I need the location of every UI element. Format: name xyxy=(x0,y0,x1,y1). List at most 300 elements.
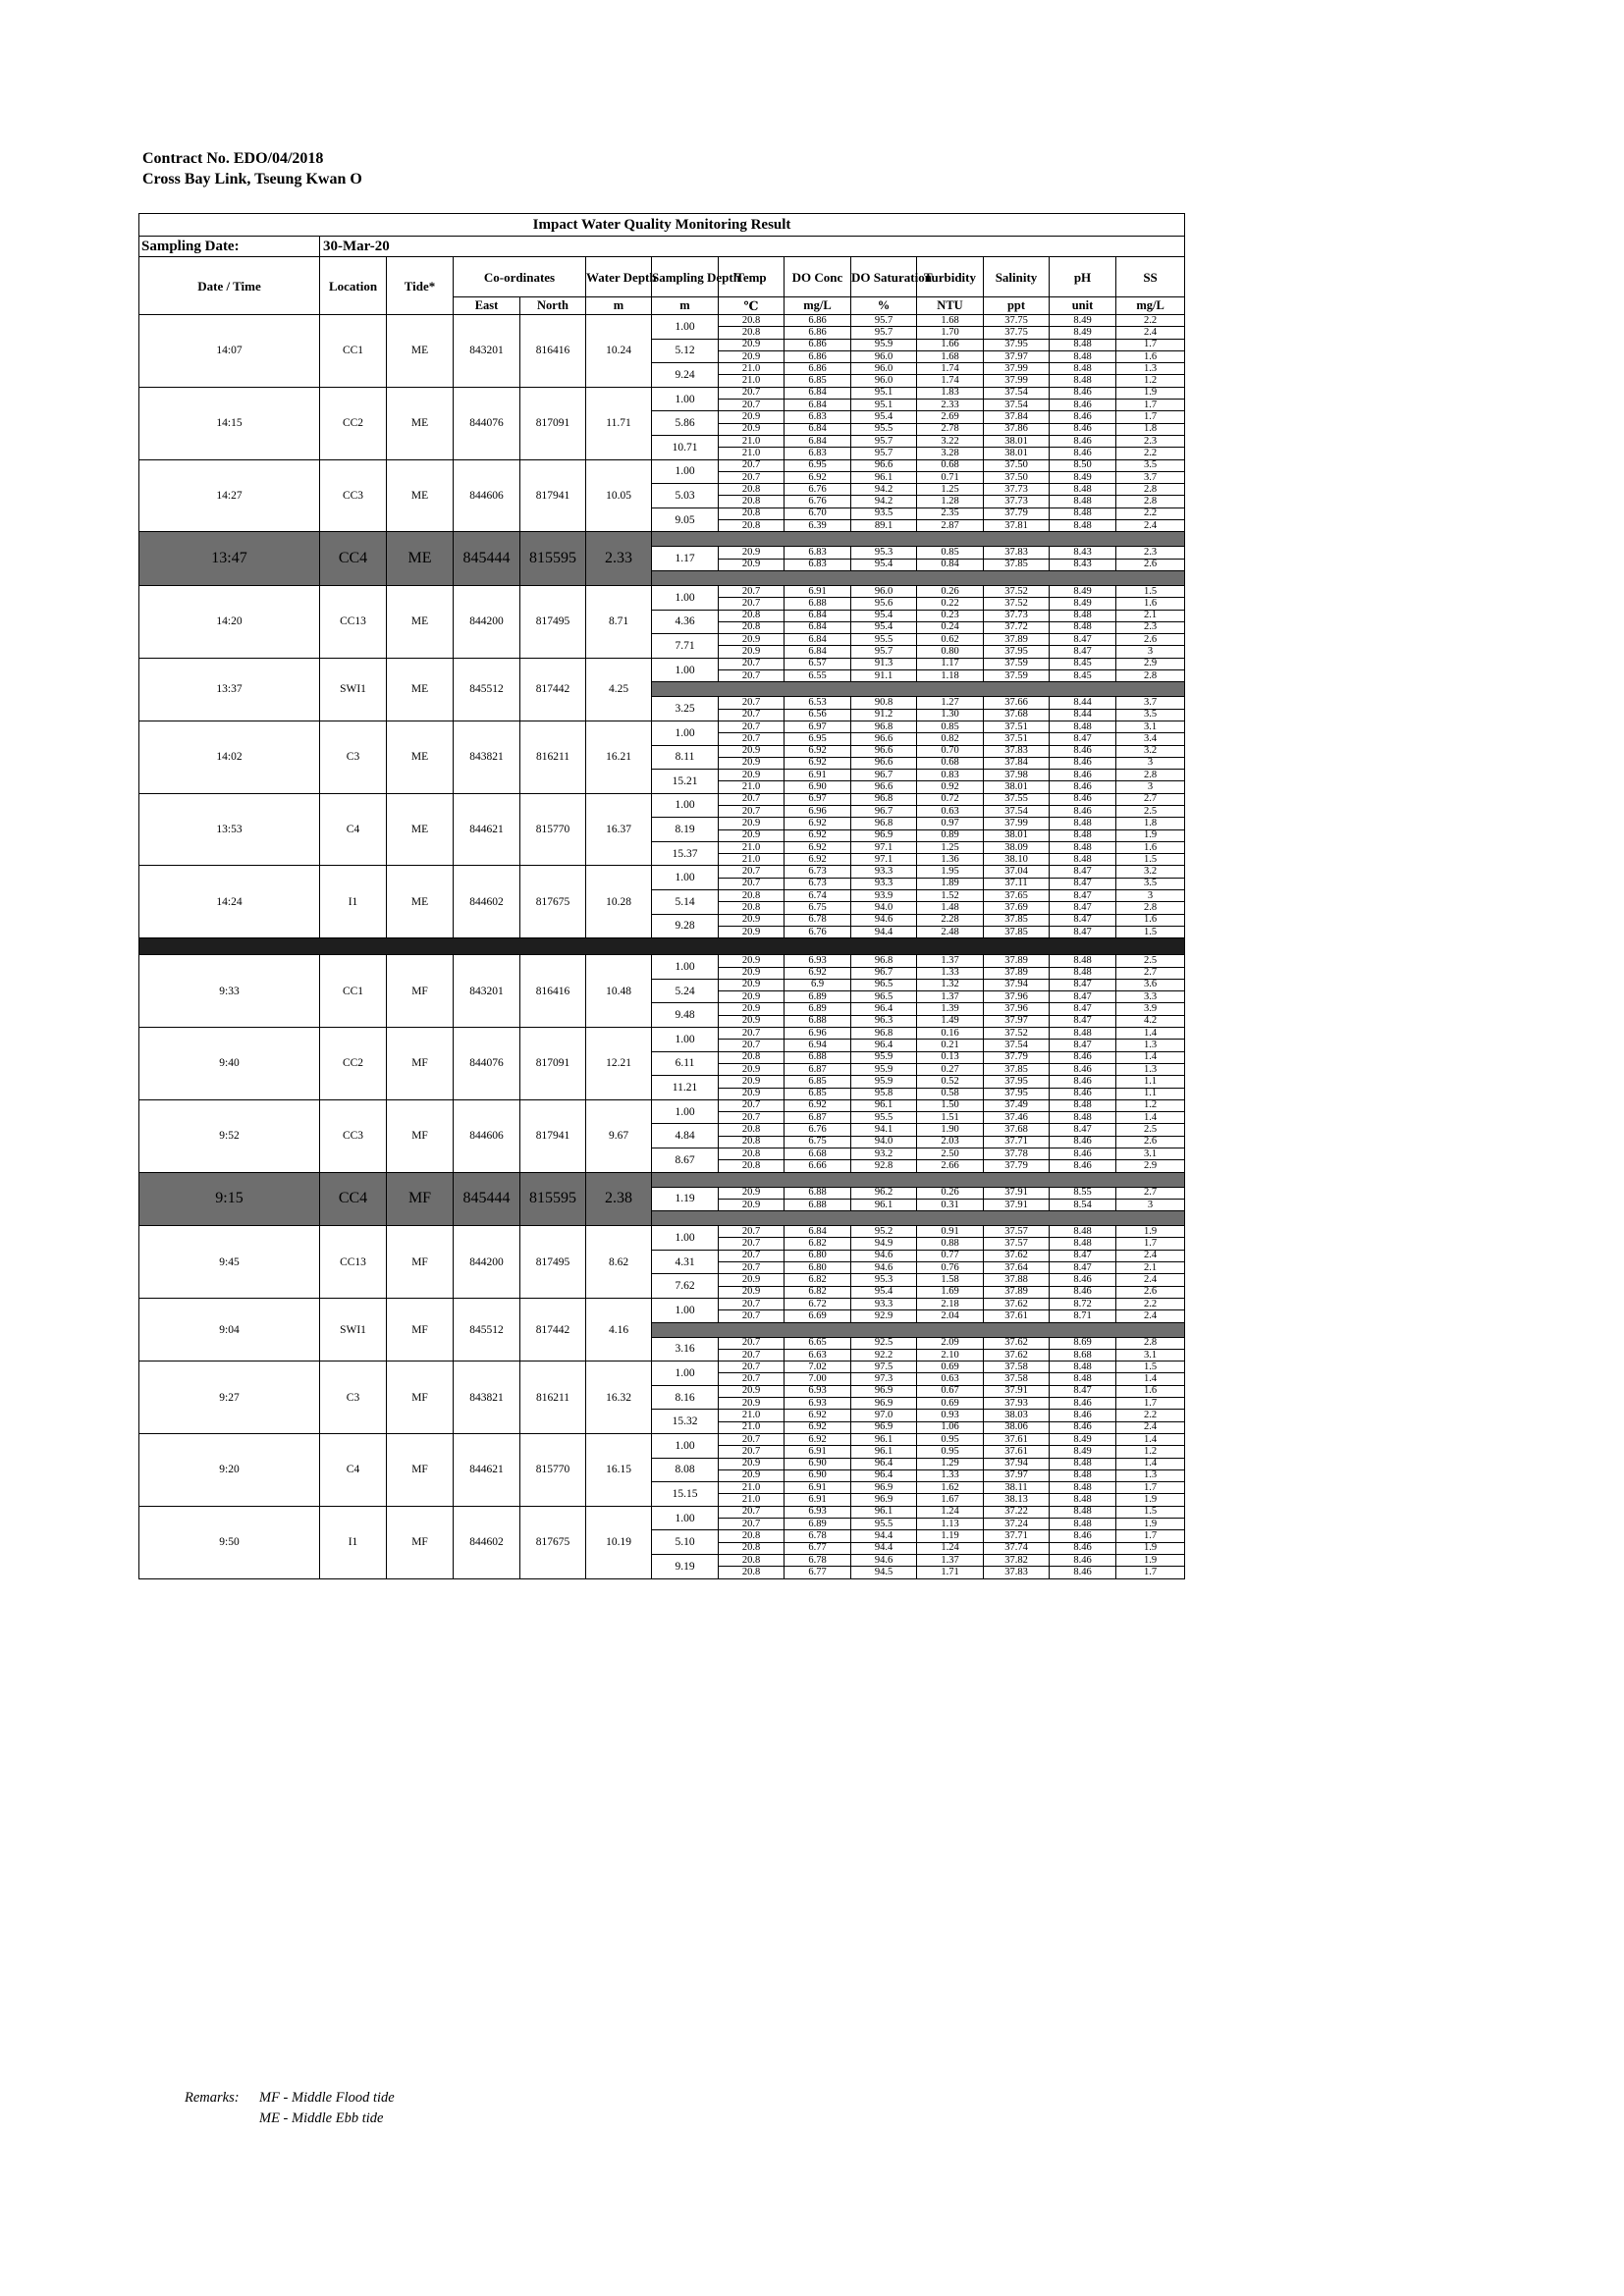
turbidity-cell: 0.76 xyxy=(917,1262,984,1274)
location-cell: SWI1 xyxy=(320,658,387,721)
ph-cell: 8.47 xyxy=(1050,866,1116,878)
location-cell: CC13 xyxy=(320,585,387,658)
temp-cell: 20.8 xyxy=(719,902,785,914)
temp-cell: 20.8 xyxy=(719,890,785,902)
datetime-cell: 14:24 xyxy=(139,866,320,938)
turbidity-cell: 2.28 xyxy=(917,914,984,926)
do-conc-cell: 6.84 xyxy=(785,1226,851,1238)
salinity-cell: 37.85 xyxy=(984,926,1050,937)
temp-cell: 20.9 xyxy=(719,1088,785,1099)
turbidity-cell: 1.68 xyxy=(917,315,984,327)
ph-cell: 8.48 xyxy=(1050,350,1116,362)
turbidity-cell: 2.50 xyxy=(917,1148,984,1160)
temp-cell: 21.0 xyxy=(719,1482,785,1494)
sampling-depth-cell: 15.21 xyxy=(652,770,719,794)
table-row xyxy=(139,721,1185,732)
north-cell: 817495 xyxy=(520,585,586,658)
east-cell: 844076 xyxy=(454,1028,520,1100)
do-conc-cell: 6.96 xyxy=(785,1028,851,1040)
do-conc-cell: 6.70 xyxy=(785,507,851,519)
do-conc-cell: 6.83 xyxy=(785,559,851,570)
temp-cell: 20.7 xyxy=(719,805,785,817)
temp-cell: 20.7 xyxy=(719,1433,785,1445)
do-saturation-cell: 94.9 xyxy=(851,1238,917,1250)
temp-cell: 20.9 xyxy=(719,1003,785,1015)
temp-cell: 20.8 xyxy=(719,1542,785,1554)
ph-cell: 8.54 xyxy=(1050,1199,1116,1210)
do-saturation-cell: 96.1 xyxy=(851,1099,917,1111)
temp-cell: 20.7 xyxy=(719,1238,785,1250)
turbidity-cell: 0.13 xyxy=(917,1051,984,1063)
turbidity-cell: 2.87 xyxy=(917,520,984,532)
do-saturation-cell: 95.8 xyxy=(851,1088,917,1099)
salinity-cell: 37.81 xyxy=(984,520,1050,532)
temp-cell: 20.8 xyxy=(719,1136,785,1148)
do-saturation-cell: 95.5 xyxy=(851,1519,917,1530)
datetime-cell: 9:45 xyxy=(139,1226,320,1299)
ph-cell: 8.69 xyxy=(1050,1337,1116,1349)
water-depth-cell: 11.71 xyxy=(586,387,652,459)
turbidity-cell: 1.24 xyxy=(917,1542,984,1554)
sampling-depth-cell: 5.86 xyxy=(652,411,719,436)
do-saturation-cell: 93.2 xyxy=(851,1148,917,1160)
ph-cell: 8.47 xyxy=(1050,634,1116,646)
temp-cell: 20.7 xyxy=(719,1099,785,1111)
salinity-cell: 38.06 xyxy=(984,1421,1050,1433)
temp-cell: 20.7 xyxy=(719,658,785,669)
col-header-temp: Temp xyxy=(719,257,785,297)
ph-cell: 8.46 xyxy=(1050,400,1116,411)
east-cell: 845444 xyxy=(454,532,520,586)
temp-cell: 20.7 xyxy=(719,709,785,721)
east-cell: 844602 xyxy=(454,866,520,938)
turbidity-cell: 0.88 xyxy=(917,1238,984,1250)
ss-cell: 2.4 xyxy=(1116,1310,1185,1322)
ss-cell: 2.2 xyxy=(1116,1298,1185,1309)
do-conc-cell: 6.73 xyxy=(785,878,851,889)
temp-cell: 20.9 xyxy=(719,350,785,362)
do-conc-cell: 6.65 xyxy=(785,1337,851,1349)
do-conc-cell: 6.96 xyxy=(785,805,851,817)
salinity-cell: 37.50 xyxy=(984,471,1050,483)
do-saturation-cell: 96.1 xyxy=(851,1506,917,1518)
do-saturation-cell: 96.1 xyxy=(851,471,917,483)
turbidity-cell: 3.28 xyxy=(917,448,984,459)
temp-cell: 20.9 xyxy=(719,1076,785,1088)
ss-cell: 1.1 xyxy=(1116,1088,1185,1099)
sampling-date-value: 30-Mar-20 xyxy=(320,237,520,257)
temp-cell: 20.8 xyxy=(719,1148,785,1160)
sampling-depth-cell: 7.71 xyxy=(652,634,719,659)
salinity-cell: 37.24 xyxy=(984,1519,1050,1530)
ph-cell: 8.48 xyxy=(1050,520,1116,532)
ss-cell: 3 xyxy=(1116,890,1185,902)
temp-cell: 20.7 xyxy=(719,1349,785,1361)
sampling-depth-cell: 1.00 xyxy=(652,1226,719,1251)
ph-cell: 8.48 xyxy=(1050,1373,1116,1385)
tide-cell: MF xyxy=(387,1099,454,1172)
north-cell: 817091 xyxy=(520,387,586,459)
salinity-cell: 37.75 xyxy=(984,327,1050,339)
ss-cell: 3 xyxy=(1116,781,1185,793)
ph-cell: 8.48 xyxy=(1050,496,1116,507)
turbidity-cell: 1.33 xyxy=(917,967,984,979)
turbidity-cell: 0.85 xyxy=(917,721,984,732)
do-conc-cell: 6.86 xyxy=(785,327,851,339)
turbidity-cell: 1.19 xyxy=(917,1530,984,1542)
ss-cell: 1.4 xyxy=(1116,1458,1185,1469)
water-depth-cell: 16.37 xyxy=(586,793,652,866)
do-saturation-cell: 94.5 xyxy=(851,1567,917,1578)
ss-cell: 3.2 xyxy=(1116,745,1185,757)
ss-cell: 2.8 xyxy=(1116,902,1185,914)
tide-cell: MF xyxy=(387,1433,454,1506)
do-saturation-cell: 91.2 xyxy=(851,709,917,721)
location-cell: CC13 xyxy=(320,1226,387,1299)
salinity-cell: 37.51 xyxy=(984,733,1050,745)
water-depth-cell: 8.62 xyxy=(586,1226,652,1299)
temp-cell: 20.7 xyxy=(719,387,785,399)
do-saturation-cell: 96.9 xyxy=(851,1482,917,1494)
table-row xyxy=(139,793,1185,805)
tide-cell: ME xyxy=(387,387,454,459)
sampling-depth-cell: 1.00 xyxy=(652,955,719,980)
do-conc-cell: 6.9 xyxy=(785,979,851,990)
do-conc-cell: 6.72 xyxy=(785,1298,851,1309)
sampling-depth-cell: 1.00 xyxy=(652,585,719,610)
tide-cell: ME xyxy=(387,721,454,793)
salinity-cell: 37.46 xyxy=(984,1112,1050,1124)
water-depth-cell: 10.19 xyxy=(586,1506,652,1578)
salinity-cell: 37.64 xyxy=(984,1262,1050,1274)
ss-cell: 2.8 xyxy=(1116,496,1185,507)
do-saturation-cell: 92.5 xyxy=(851,1337,917,1349)
do-saturation-cell: 95.7 xyxy=(851,435,917,447)
ph-cell: 8.48 xyxy=(1050,1362,1116,1373)
turbidity-cell: 1.32 xyxy=(917,979,984,990)
turbidity-cell: 1.71 xyxy=(917,1567,984,1578)
do-saturation-cell: 94.6 xyxy=(851,1262,917,1274)
turbidity-cell: 0.63 xyxy=(917,805,984,817)
sampling-depth-cell: 8.16 xyxy=(652,1385,719,1410)
do-saturation-cell: 96.6 xyxy=(851,745,917,757)
tide-cell: ME xyxy=(387,793,454,866)
north-cell: 817675 xyxy=(520,1506,586,1578)
do-conc-cell: 6.94 xyxy=(785,1040,851,1051)
location-cell: CC2 xyxy=(320,387,387,459)
temp-cell: 20.8 xyxy=(719,1567,785,1578)
do-conc-cell: 6.83 xyxy=(785,547,851,559)
turbidity-cell: 0.77 xyxy=(917,1250,984,1261)
salinity-cell: 37.96 xyxy=(984,991,1050,1003)
datetime-cell: 13:47 xyxy=(139,532,320,586)
temp-cell: 21.0 xyxy=(719,1410,785,1421)
remark-mf: MF - Middle Flood tide xyxy=(259,2090,395,2106)
do-saturation-cell: 96.7 xyxy=(851,770,917,781)
turbidity-cell: 2.10 xyxy=(917,1349,984,1361)
turbidity-cell: 0.97 xyxy=(917,818,984,829)
sampling-depth-cell: 15.15 xyxy=(652,1482,719,1507)
turbidity-cell: 1.52 xyxy=(917,890,984,902)
no-sample-bar xyxy=(652,1211,1185,1226)
table-title: Impact Water Quality Monitoring Result xyxy=(139,214,1185,237)
do-conc-cell: 6.91 xyxy=(785,770,851,781)
ph-cell: 8.48 xyxy=(1050,1482,1116,1494)
unit-water-depth: m xyxy=(586,297,652,315)
do-conc-cell: 6.95 xyxy=(785,459,851,471)
ss-cell: 1.7 xyxy=(1116,339,1185,350)
datetime-cell: 14:02 xyxy=(139,721,320,793)
ph-cell: 8.47 xyxy=(1050,878,1116,889)
ss-cell: 2.7 xyxy=(1116,793,1185,805)
do-conc-cell: 6.75 xyxy=(785,902,851,914)
salinity-cell: 37.55 xyxy=(984,793,1050,805)
sampling-depth-cell: 8.19 xyxy=(652,818,719,842)
ph-cell: 8.48 xyxy=(1050,1494,1116,1506)
do-conc-cell: 6.93 xyxy=(785,1506,851,1518)
do-saturation-cell: 96.8 xyxy=(851,1028,917,1040)
salinity-cell: 37.78 xyxy=(984,1148,1050,1160)
north-cell: 817442 xyxy=(520,1298,586,1361)
location-cell: CC4 xyxy=(320,1172,387,1226)
do-saturation-cell: 94.6 xyxy=(851,1554,917,1566)
east-cell: 843821 xyxy=(454,1362,520,1434)
sampling-depth-cell: 6.11 xyxy=(652,1051,719,1076)
sampling-depth-cell: 1.00 xyxy=(652,1362,719,1386)
temp-cell: 21.0 xyxy=(719,781,785,793)
unit-north: North xyxy=(520,297,586,315)
sampling-depth-cell: 4.36 xyxy=(652,610,719,634)
temp-cell: 20.8 xyxy=(719,1124,785,1136)
do-conc-cell: 6.97 xyxy=(785,793,851,805)
temp-cell: 20.9 xyxy=(719,1015,785,1027)
ss-cell: 1.7 xyxy=(1116,1238,1185,1250)
salinity-cell: 37.54 xyxy=(984,1040,1050,1051)
ph-cell: 8.48 xyxy=(1050,955,1116,967)
water-depth-cell: 16.15 xyxy=(586,1433,652,1506)
salinity-cell: 37.96 xyxy=(984,1003,1050,1015)
ss-cell: 1.8 xyxy=(1116,423,1185,435)
temp-cell: 20.7 xyxy=(719,1298,785,1309)
do-conc-cell: 6.82 xyxy=(785,1274,851,1286)
temp-cell: 21.0 xyxy=(719,841,785,853)
temp-cell: 20.7 xyxy=(719,1112,785,1124)
unit-east: East xyxy=(454,297,520,315)
sampling-date-label: Sampling Date: xyxy=(139,237,320,257)
do-conc-cell: 6.76 xyxy=(785,496,851,507)
do-conc-cell: 6.74 xyxy=(785,890,851,902)
ss-cell: 2.8 xyxy=(1116,670,1185,682)
do-saturation-cell: 89.1 xyxy=(851,520,917,532)
north-cell: 817675 xyxy=(520,866,586,938)
temp-cell: 20.8 xyxy=(719,621,785,633)
turbidity-cell: 0.22 xyxy=(917,598,984,610)
ph-cell: 8.47 xyxy=(1050,1040,1116,1051)
turbidity-cell: 1.50 xyxy=(917,1099,984,1111)
do-saturation-cell: 95.4 xyxy=(851,621,917,633)
ph-cell: 8.46 xyxy=(1050,1063,1116,1075)
do-saturation-cell: 95.1 xyxy=(851,387,917,399)
ph-cell: 8.46 xyxy=(1050,387,1116,399)
ss-cell: 1.4 xyxy=(1116,1051,1185,1063)
do-conc-cell: 7.00 xyxy=(785,1373,851,1385)
do-conc-cell: 6.92 xyxy=(785,818,851,829)
temp-cell: 20.9 xyxy=(719,339,785,350)
ss-cell: 2.1 xyxy=(1116,1262,1185,1274)
ss-cell: 1.5 xyxy=(1116,926,1185,937)
do-conc-cell: 6.83 xyxy=(785,448,851,459)
do-saturation-cell: 96.8 xyxy=(851,818,917,829)
ph-cell: 8.48 xyxy=(1050,363,1116,375)
no-sample-bar xyxy=(652,1322,1185,1337)
temp-cell: 20.8 xyxy=(719,1051,785,1063)
do-saturation-cell: 96.1 xyxy=(851,1446,917,1458)
tide-cell: MF xyxy=(387,1298,454,1361)
do-saturation-cell: 96.6 xyxy=(851,733,917,745)
salinity-cell: 37.95 xyxy=(984,1076,1050,1088)
salinity-cell: 37.99 xyxy=(984,375,1050,387)
ph-cell: 8.45 xyxy=(1050,658,1116,669)
temp-cell: 20.9 xyxy=(719,411,785,423)
turbidity-cell: 1.33 xyxy=(917,1469,984,1481)
ss-cell: 3.9 xyxy=(1116,1003,1185,1015)
ph-cell: 8.48 xyxy=(1050,1469,1116,1481)
tide-cell: ME xyxy=(387,459,454,532)
do-saturation-cell: 95.7 xyxy=(851,448,917,459)
do-saturation-cell: 94.6 xyxy=(851,914,917,926)
temp-cell: 20.7 xyxy=(719,1362,785,1373)
turbidity-cell: 1.70 xyxy=(917,327,984,339)
do-conc-cell: 6.80 xyxy=(785,1250,851,1261)
temp-cell: 20.7 xyxy=(719,400,785,411)
col-header-tide: Tide* xyxy=(387,257,454,315)
do-conc-cell: 6.87 xyxy=(785,1063,851,1075)
temp-cell: 20.7 xyxy=(719,670,785,682)
east-cell: 844602 xyxy=(454,1506,520,1578)
do-conc-cell: 6.92 xyxy=(785,1099,851,1111)
do-conc-cell: 6.93 xyxy=(785,1385,851,1397)
do-saturation-cell: 94.4 xyxy=(851,1530,917,1542)
no-sample-row xyxy=(139,1172,1185,1187)
ss-cell: 2.4 xyxy=(1116,1274,1185,1286)
do-saturation-cell: 96.8 xyxy=(851,955,917,967)
do-saturation-cell: 96.9 xyxy=(851,1421,917,1433)
ss-cell: 2.6 xyxy=(1116,1286,1185,1298)
salinity-cell: 37.58 xyxy=(984,1362,1050,1373)
do-saturation-cell: 96.9 xyxy=(851,1385,917,1397)
turbidity-cell: 2.03 xyxy=(917,1136,984,1148)
ss-cell: 1.8 xyxy=(1116,818,1185,829)
east-cell: 843201 xyxy=(454,955,520,1028)
ss-cell: 1.3 xyxy=(1116,1063,1185,1075)
do-conc-cell: 6.91 xyxy=(785,1446,851,1458)
water-depth-cell: 10.24 xyxy=(586,315,652,388)
ph-cell: 8.47 xyxy=(1050,1385,1116,1397)
sampling-depth-cell: 9.19 xyxy=(652,1554,719,1578)
salinity-cell: 37.98 xyxy=(984,770,1050,781)
datetime-cell: 9:04 xyxy=(139,1298,320,1361)
salinity-cell: 37.97 xyxy=(984,1015,1050,1027)
sampling-depth-cell: 1.00 xyxy=(652,1433,719,1458)
east-cell: 844606 xyxy=(454,459,520,532)
do-conc-cell: 6.92 xyxy=(785,829,851,841)
do-saturation-cell: 93.3 xyxy=(851,1298,917,1309)
ph-cell: 8.49 xyxy=(1050,315,1116,327)
sampling-depth-cell: 9.24 xyxy=(652,363,719,388)
east-cell: 844200 xyxy=(454,1226,520,1299)
sampling-depth-cell: 4.31 xyxy=(652,1250,719,1274)
turbidity-cell: 1.58 xyxy=(917,1274,984,1286)
location-cell: CC2 xyxy=(320,1028,387,1100)
turbidity-cell: 0.93 xyxy=(917,1410,984,1421)
turbidity-cell: 0.83 xyxy=(917,770,984,781)
temp-cell: 21.0 xyxy=(719,1494,785,1506)
turbidity-cell: 1.37 xyxy=(917,955,984,967)
temp-cell: 20.7 xyxy=(719,721,785,732)
water-depth-cell: 9.67 xyxy=(586,1099,652,1172)
north-cell: 817495 xyxy=(520,1226,586,1299)
do-saturation-cell: 97.5 xyxy=(851,1362,917,1373)
do-saturation-cell: 96.9 xyxy=(851,1398,917,1410)
north-cell: 817941 xyxy=(520,1099,586,1172)
no-sample-bar xyxy=(652,1172,1185,1187)
location-cell: C4 xyxy=(320,1433,387,1506)
ph-cell: 8.49 xyxy=(1050,1446,1116,1458)
do-saturation-cell: 95.9 xyxy=(851,339,917,350)
do-conc-cell: 6.90 xyxy=(785,1458,851,1469)
do-conc-cell: 6.69 xyxy=(785,1310,851,1322)
temp-cell: 20.9 xyxy=(719,547,785,559)
salinity-cell: 37.85 xyxy=(984,559,1050,570)
ss-cell: 1.3 xyxy=(1116,363,1185,375)
salinity-cell: 37.66 xyxy=(984,697,1050,709)
temp-cell: 20.8 xyxy=(719,610,785,621)
do-conc-cell: 6.92 xyxy=(785,745,851,757)
unit-do-conc: mg/L xyxy=(785,297,851,315)
do-saturation-cell: 95.9 xyxy=(851,1076,917,1088)
salinity-cell: 37.59 xyxy=(984,670,1050,682)
ss-cell: 1.2 xyxy=(1116,1446,1185,1458)
location-cell: C3 xyxy=(320,1362,387,1434)
do-saturation-cell: 92.8 xyxy=(851,1160,917,1172)
ph-cell: 8.47 xyxy=(1050,1124,1116,1136)
ss-cell: 2.2 xyxy=(1116,448,1185,459)
do-conc-cell: 6.76 xyxy=(785,926,851,937)
salinity-cell: 37.93 xyxy=(984,1398,1050,1410)
temp-cell: 20.8 xyxy=(719,1554,785,1566)
unit-salinity: ppt xyxy=(984,297,1050,315)
do-saturation-cell: 96.6 xyxy=(851,459,917,471)
do-conc-cell: 6.92 xyxy=(785,967,851,979)
do-conc-cell: 6.76 xyxy=(785,1124,851,1136)
datetime-cell: 9:15 xyxy=(139,1172,320,1226)
salinity-cell: 37.54 xyxy=(984,400,1050,411)
ss-cell: 1.9 xyxy=(1116,1554,1185,1566)
ss-cell: 3 xyxy=(1116,757,1185,769)
salinity-cell: 37.57 xyxy=(984,1238,1050,1250)
turbidity-cell: 0.63 xyxy=(917,1373,984,1385)
temp-cell: 20.7 xyxy=(719,1040,785,1051)
salinity-cell: 37.85 xyxy=(984,1063,1050,1075)
turbidity-cell: 1.24 xyxy=(917,1506,984,1518)
turbidity-cell: 0.71 xyxy=(917,471,984,483)
ph-cell: 8.47 xyxy=(1050,979,1116,990)
turbidity-cell: 2.09 xyxy=(917,1337,984,1349)
sampling-depth-cell: 1.00 xyxy=(652,387,719,411)
do-saturation-cell: 95.4 xyxy=(851,559,917,570)
salinity-cell: 37.82 xyxy=(984,1554,1050,1566)
turbidity-cell: 0.68 xyxy=(917,757,984,769)
